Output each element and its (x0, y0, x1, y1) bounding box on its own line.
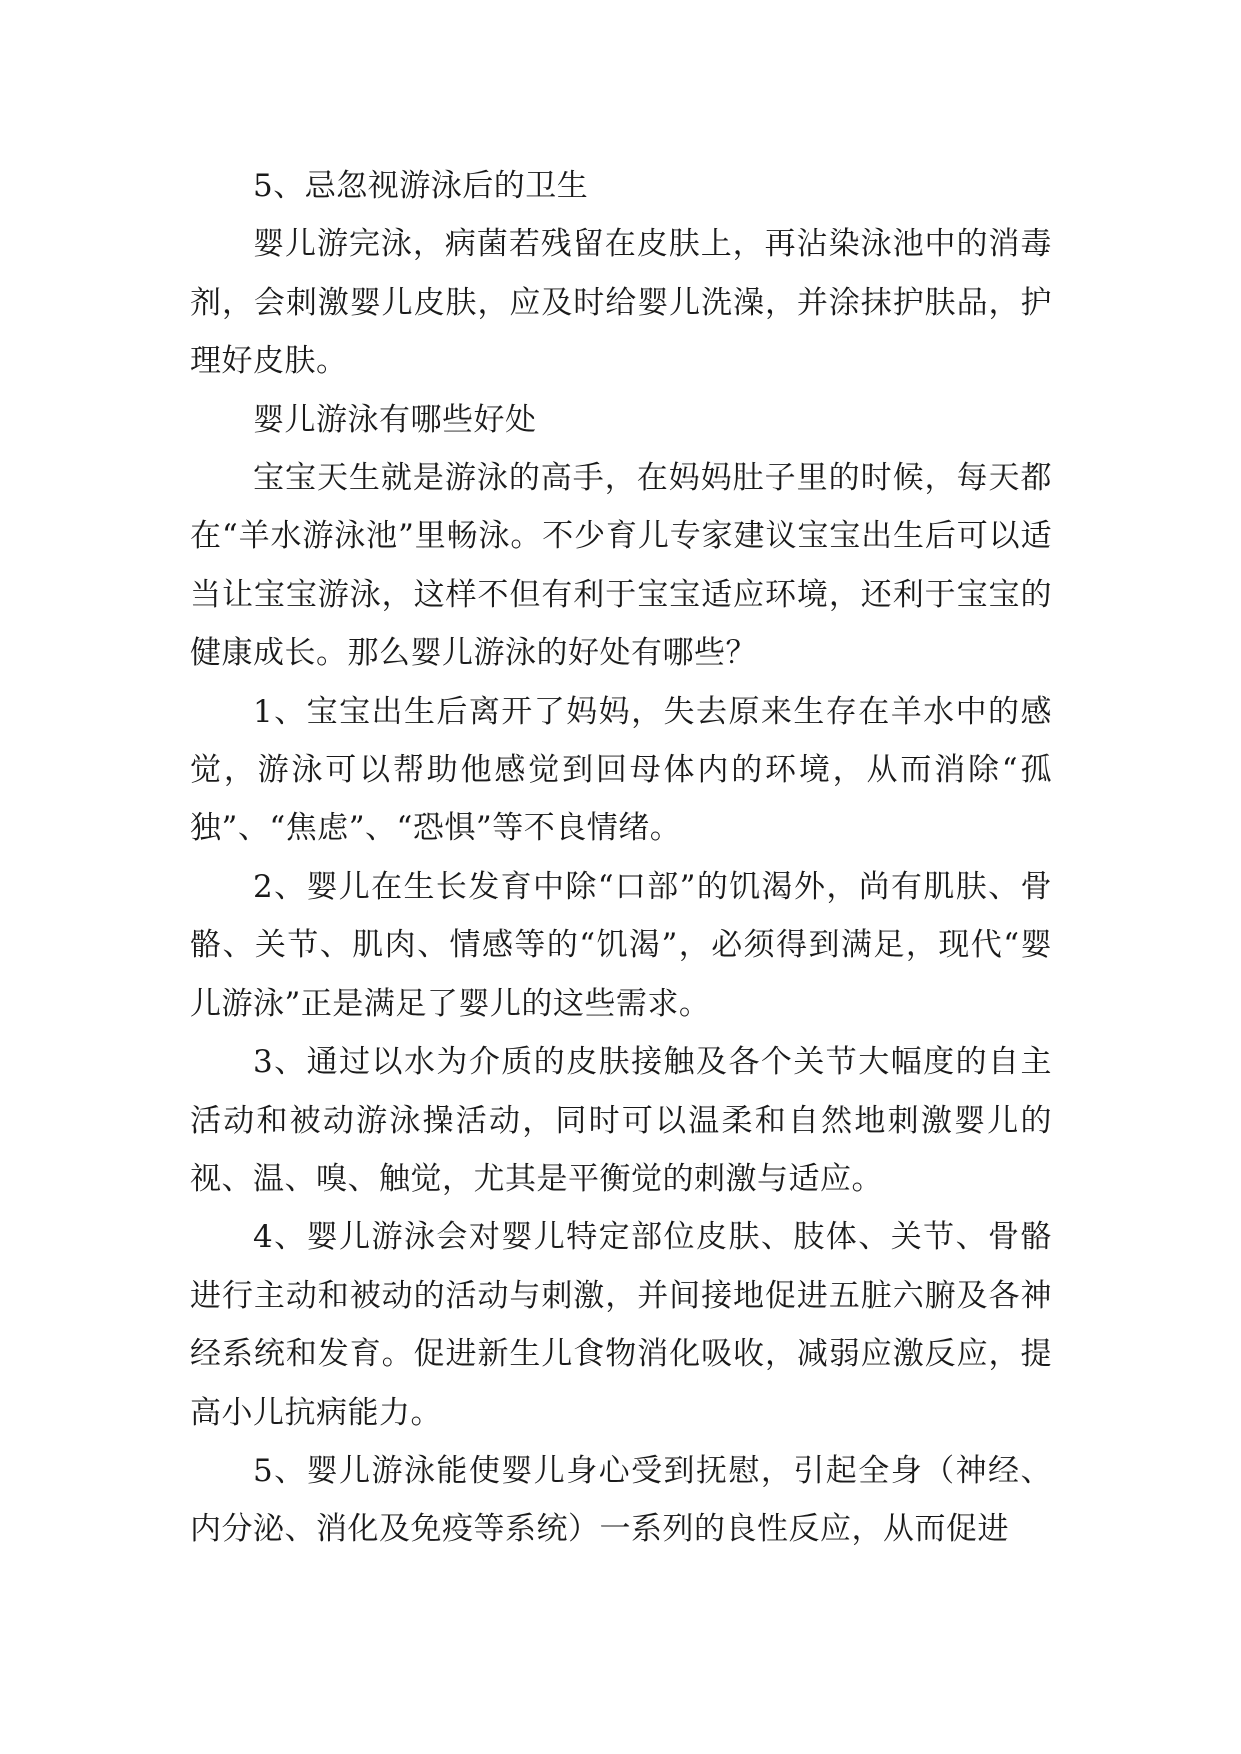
section-heading-hygiene: 5、忌忽视游泳后的卫生 (253, 168, 589, 204)
paragraph-benefit-2: 2、婴儿在生长发育中除“口部”的饥渴外，尚有肌肤、骨骼、关节、肌肉、情感等的“饥渴”，必须得到满足，现代“婴儿游泳”正是满足了婴儿的这些需求。 (190, 868, 1052, 1022)
section-heading-benefits: 婴儿游泳有哪些好处 (253, 401, 537, 438)
paragraph-benefit-5: 5、婴儿游泳能使婴儿身心受到抚慰，引起全身（神经、内分泌、消化及免疫等系统）一系列的良性反应，从而促进 (190, 1452, 1052, 1548)
document-body (190, 157, 1052, 1559)
paragraph-benefit-4: 4、婴儿游泳会对婴儿特定部位皮肤、肢体、关节、骨骼进行主动和被动的活动与刺激，并间接地促进五脏六腑及各神经系统和发育。促进新生儿食物消化吸收，减弱应激反应，提高小儿抗病能力。 (190, 1219, 1052, 1431)
paragraph-hygiene: 婴儿游完泳，病菌若残留在皮肤上，再沾染泳池中的消毒剂，会刺激婴儿皮肤，应及时给婴儿洗澡，并涂抹护肤品，护理好皮肤。 (190, 226, 1052, 380)
paragraph-benefit-1: 1、宝宝出生后离开了妈妈，失去原来生存在羊水中的感觉，游泳可以帮助他感觉到回母体内的环境，从而消除“孤独”、“焦虑”、“恐惧”等不良情绪。 (190, 693, 1052, 847)
paragraph-intro: 宝宝天生就是游泳的高手，在妈妈肚子里的时候，每天都在“羊水游泳池”里畅泳。不少育儿专家建议宝宝出生后可以适当让宝宝游泳，这样不但有利于宝宝适应环境，还利于宝宝的健康成长。那么婴儿游泳的好处有哪些？ (190, 460, 1052, 672)
paragraph-benefit-3: 3、通过以水为介质的皮肤接触及各个关节大幅度的自主活动和被动游泳操活动，同时可以温柔和自然地刺激婴儿的视、温、嗅、触觉，尤其是平衡觉的刺激与适应。 (190, 1044, 1052, 1197)
